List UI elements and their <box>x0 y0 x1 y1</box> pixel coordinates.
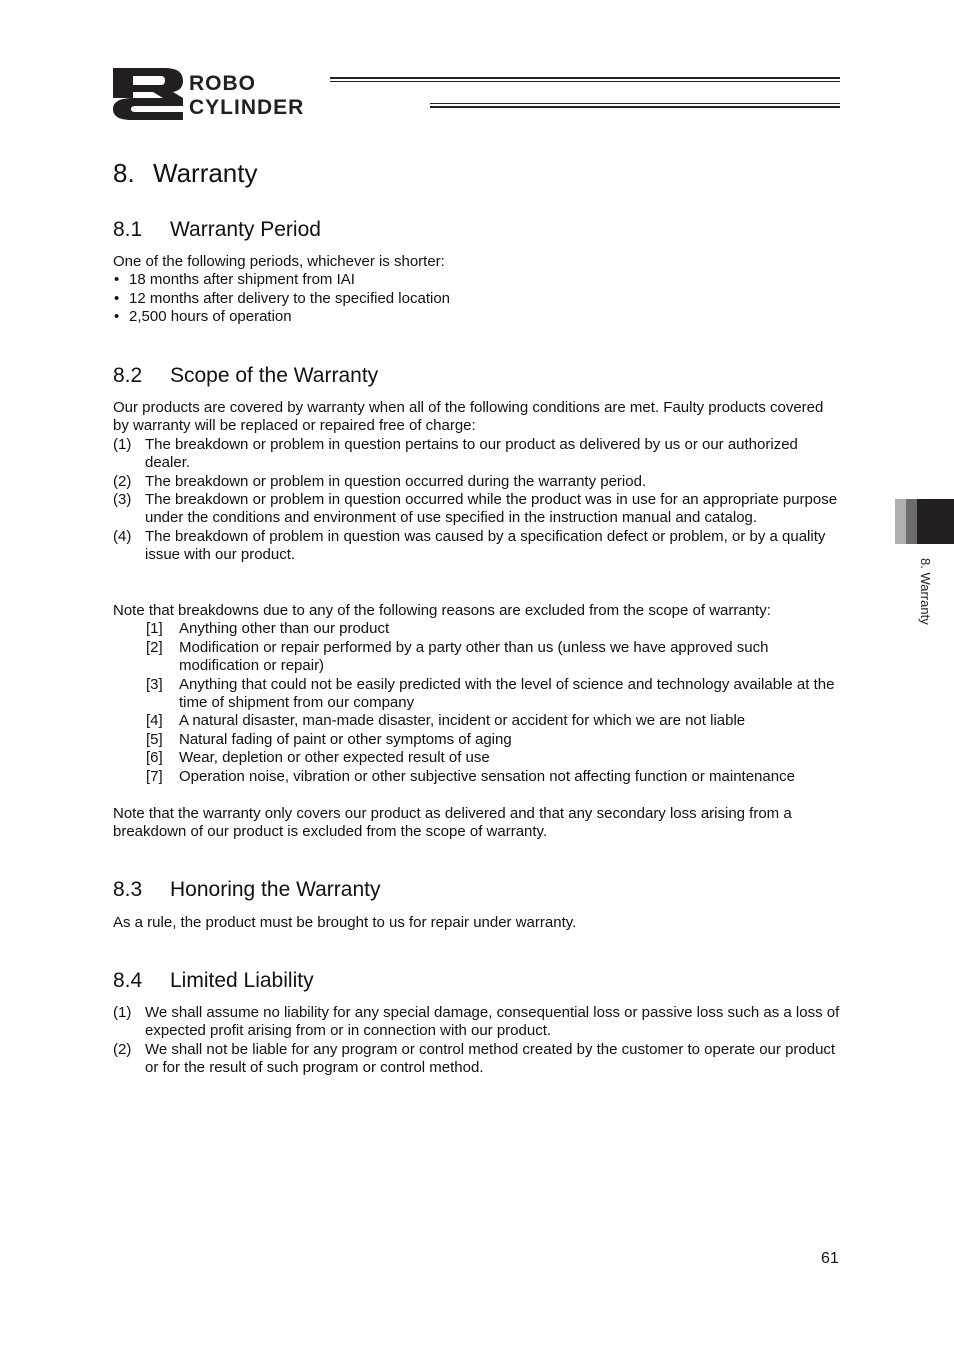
section-body-8-3 <box>113 914 843 932</box>
item-number: [7] <box>146 767 163 785</box>
item-text: The breakdown or problem in question occurred during the warranty period. <box>145 472 647 490</box>
header-rule-top-1 <box>330 77 840 79</box>
chapter-tab-shade-mid <box>906 499 917 544</box>
section-title: Warranty Period <box>170 218 321 241</box>
item-number: [6] <box>146 749 163 767</box>
header-rule-top-2 <box>330 81 840 82</box>
section-heading-8-3 <box>113 878 380 902</box>
exclusions-block <box>113 602 843 786</box>
item-text: Anything that could not be easily predicted with the level of science and technology available at the time of shipment from our company <box>179 675 835 712</box>
item-number: (1) <box>113 435 132 453</box>
item-number: [4] <box>146 712 163 730</box>
item-text: Natural fading of paint or other symptoms of aging <box>179 730 512 748</box>
item-number: (1) <box>113 1004 132 1021</box>
item-text: The breakdown or problem in question pertains to our product as delivered by us or our authorized dealer. <box>145 435 798 472</box>
list-item <box>113 676 843 713</box>
item-text: Operation noise, vibration or other subjective sensation not affecting function or maintenance <box>179 767 795 785</box>
section-heading-8-1 <box>113 218 321 242</box>
list-item: • 2,500 hours of operation <box>113 308 843 326</box>
chapter-tab-label: 8. Warranty <box>918 558 933 625</box>
header-rule-bottom-1 <box>430 103 840 104</box>
chapter-tab-marker <box>917 499 954 544</box>
header-rule-bottom-2 <box>430 106 840 108</box>
chapter-number: 8. <box>113 158 135 188</box>
chapter-title: Warranty <box>153 158 258 188</box>
item-number: (3) <box>113 491 132 509</box>
section-title: Scope of the Warranty <box>170 364 379 387</box>
item-number: [2] <box>146 638 163 656</box>
list-item <box>113 749 843 767</box>
list-item <box>113 620 843 638</box>
rc-logo-mark <box>113 68 423 120</box>
item-text: A natural disaster, man-made disaster, incident or accident for which we are not liable <box>179 712 746 730</box>
item-text: The breakdown of problem in question was caused by a specification defect or problem, or by a quality issue with our product. <box>145 527 826 564</box>
page-title <box>113 158 258 189</box>
scope-intro: Our products are covered by warranty when all of the following conditions are met. Faulty products covered by warranty will be replaced or repaired free of charge: <box>113 399 824 435</box>
list-item <box>113 768 843 786</box>
list-item <box>113 639 843 676</box>
item-text: We shall not be liable for any program or control method created by the customer to operate our product or for the result of such program or control method. <box>145 1040 836 1077</box>
list-item: • 18 months after shipment from IAI <box>113 271 843 289</box>
item-text: Wear, depletion or other expected result of use <box>179 749 490 767</box>
scope-closing <box>113 805 843 842</box>
item-number: (4) <box>113 527 132 545</box>
list-item: • 12 months after delivery to the specified location <box>113 290 843 308</box>
section-title: Limited Liability <box>170 969 314 992</box>
section-body-8-1 <box>113 253 843 327</box>
item-number: (2) <box>113 1040 132 1058</box>
list-item <box>113 436 843 473</box>
item-number: [5] <box>146 730 163 748</box>
honoring-text: As a rule, the product must be brought to us for repair under warranty. <box>113 914 577 931</box>
section-heading-8-2 <box>113 364 378 388</box>
item-text: Modification or repair performed by a party other than us (unless we have approved such modification or repair) <box>179 638 769 675</box>
chapter-tab-shade-light <box>895 499 906 544</box>
list-item <box>113 473 843 491</box>
section-number: 8.2 <box>113 364 143 387</box>
list-item <box>113 528 843 565</box>
logo-word-cylinder: CYLINDER <box>189 96 305 119</box>
page-number: 61 <box>821 1250 839 1267</box>
section-number: 8.3 <box>113 878 143 901</box>
item-text: We shall assume no liability for any special damage, consequential loss or passive loss such as a loss of expected profit arising from or in connection with our product. <box>145 1004 840 1040</box>
list-item <box>113 1041 843 1078</box>
item-text: The breakdown or problem in question occurred while the product was in use for an appropriate purpose under the conditions and environment of use specified in the instruction manual and catalog. <box>145 491 838 527</box>
section-number: 8.4 <box>113 969 143 992</box>
exclusions-intro: Note that breakdowns due to any of the following reasons are excluded from the scope of warranty: <box>113 602 771 619</box>
item-number: (2) <box>113 472 132 490</box>
section-heading-8-4 <box>113 969 314 993</box>
closing-text: Note that the warranty only covers our product as delivered and that any secondary loss arising from a breakdown of our product is excluded from the scope of warranty. <box>113 805 792 841</box>
section-title: Honoring the Warranty <box>170 878 381 901</box>
warranty-period-intro: One of the following periods, whichever is shorter: <box>113 253 445 270</box>
list-item <box>113 491 843 528</box>
section-number: 8.1 <box>113 218 143 241</box>
item-number: [3] <box>146 675 163 693</box>
section-body-8-2 <box>113 399 843 565</box>
section-body-8-4 <box>113 1004 843 1078</box>
list-item <box>113 712 843 730</box>
item-text: Anything other than our product <box>179 620 390 638</box>
list-item <box>113 1004 843 1041</box>
list-item <box>113 731 843 749</box>
item-number: [1] <box>146 620 163 638</box>
logo-word-robo: ROBO <box>189 72 256 95</box>
